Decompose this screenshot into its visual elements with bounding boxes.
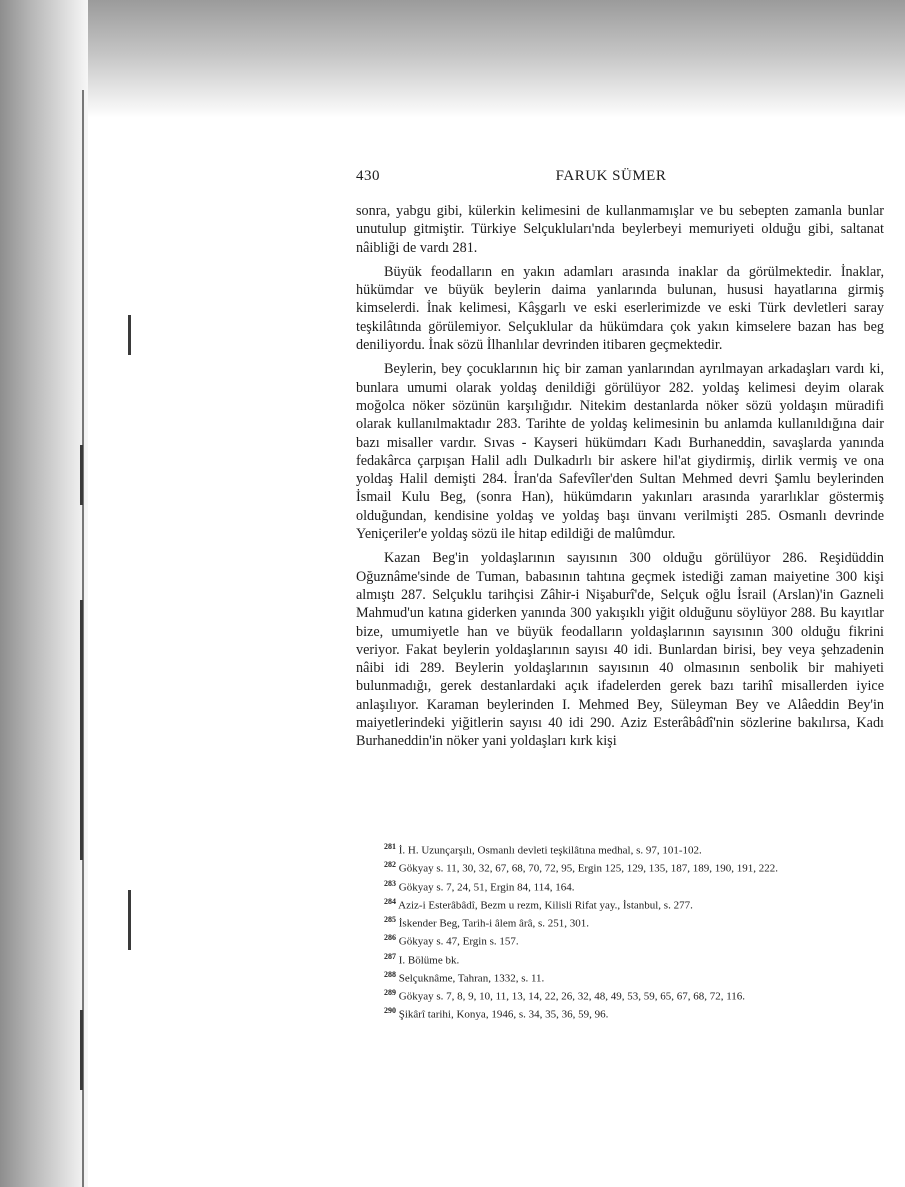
footnote-number: 282 <box>384 860 396 870</box>
footnote-number: 287 <box>384 951 396 961</box>
footnote-number: 285 <box>384 915 396 924</box>
footnote <box>384 858 884 876</box>
footnote <box>384 840 884 858</box>
footnote-text: Aziz-i Esterâbâdî, Bezm u rezm, Kilisli Rifat yay., İstanbul, s. 277. <box>398 899 693 912</box>
footnote-number: 289 <box>384 988 396 997</box>
scan-left-shadow <box>0 0 88 1187</box>
footnote <box>384 968 884 986</box>
scan-top-shadow <box>0 0 905 118</box>
running-head: FARUK SÜMER <box>555 168 667 184</box>
scan-artifact-mark <box>80 600 83 860</box>
body-text <box>356 202 884 751</box>
footnote-number: 288 <box>384 969 396 979</box>
footnote <box>384 1004 884 1022</box>
page-header <box>336 168 886 190</box>
footnote <box>384 895 884 913</box>
footnote <box>384 986 884 1004</box>
footnote-text: Gökyay s. 7, 24, 51, Ergin 84, 114, 164. <box>398 881 575 894</box>
footnotes <box>384 840 884 1023</box>
footnote <box>384 931 884 949</box>
paragraph: Kazan Beg'in yoldaşlarının sayısının 300 olduğu görülüyor 286. Reşidüddin Oğuznâme'sinde de Tuman, babasının tahtına geçmek istediği zaman maiyetine 300 kişi almıştı 287. Selçuklu tarihçisi Zâhir-i Nişaburî'de, Selçuk oğlu İsrail (Arslan)'in Gazneli Mahmud'un katına giderken yanında 300 yakışıklı yiğit olduğunu söylüyor 288. Bu kayıtlar bize, umumiyetle han ve büyük feodalların yoldaşlarının sayısının 300 olduğu fikrini veriyor. Fakat beylerin yoldaşlarının sayısı 40 idi. Bunlardan birisi, bey veya şehzadenin nâibi idi 289. Beylerin yoldaşlarının sayısının 40 olmasının senbolik bir mahiyeti bulunmadığı, gerek destanlardaki açık ifadelerden gerek bazı tarihî misallerden iyice anlaşılıyor. Karaman beylerinden I. Mehmed Bey, Süleyman Bey ve Alâeddin Bey'in maiyetlerindeki yiğitlerin sayısı 40 idi 290. Aziz Esterâbâdî'nin sözlerine bakılırsa, Kadı Burhaneddin'in nöker yani yoldaşları kırk kişi <box>356 550 884 750</box>
footnote <box>384 877 884 895</box>
paragraph: sonra, yabgu gibi, külerkin kelimesini de kullanmamışlar ve bu sebepten zamanla bunlar unutulup gitmiştir. Türkiye Selçukluları'nda beylerbeyi memuriyeti olduğu gibi, saltanat nâibliği de vardı 281. <box>356 203 884 256</box>
footnote-number: 290 <box>384 1006 396 1016</box>
footnote-text: Şikârî tarihi, Konya, 1946, s. 34, 35, 36, 59, 96. <box>398 1008 609 1021</box>
footnote-text: Gökyay s. 47, Ergin s. 157. <box>398 935 519 948</box>
footnote-number: 286 <box>384 933 396 943</box>
scan-artifact-mark <box>80 1010 83 1090</box>
footnote-text: I. Bölüme bk. <box>398 954 460 967</box>
footnote-number: 281 <box>384 842 396 851</box>
footnote <box>384 913 884 931</box>
footnote-number: 283 <box>384 878 396 888</box>
paragraph: Büyük feodalların en yakın adamları arasında inaklar da görülmektedir. İnaklar, hükümdar ve büyük beylerin daima yanlarında bulunan, hususi hayatlarına girmiş kimselerdi. İnak kelimesi, Kâşgarlı ve eski eserlerimizde ve eski Türk devletleri saray teşkilâtında görülemiyor. Selçuklular da hükümdara çok yakın kimselere bazan has beg deniliyordu. İnak sözü İlhanlılar devrinden itibaren geçmektedir. <box>356 263 884 354</box>
footnote-text: Gökyay s. 7, 8, 9, 10, 11, 13, 14, 22, 26, 32, 48, 49, 53, 59, 65, 67, 68, 72, 116. <box>398 990 746 1003</box>
footnote-text: İ. H. Uzunçarşılı, Osmanlı devleti teşkilâtına medhal, s. 97, 101-102. <box>398 844 702 857</box>
page-number: 430 <box>356 168 380 184</box>
footnote-number: 284 <box>384 896 396 906</box>
footnote-text: İskender Beg, Tarih-i âlem ârâ, s. 251, 301. <box>398 917 589 930</box>
footnote-text: Selçuknâme, Tahran, 1332, s. 11. <box>398 972 545 985</box>
scan-artifact-mark <box>128 315 131 355</box>
footnote-text: Gökyay s. 11, 30, 32, 67, 68, 70, 72, 95, Ergin 125, 129, 135, 187, 189, 190, 191, 222. <box>398 862 778 875</box>
footnote <box>384 950 884 968</box>
book-page <box>336 168 886 1068</box>
scan-artifact-mark <box>128 890 131 950</box>
scan-artifact-mark <box>80 445 83 505</box>
paragraph: Beylerin, bey çocuklarının hiç bir zaman yanlarından ayrılmayan arkadaşları vardı ki, bunlara umumi olarak yoldaş denildiği görülüyor 282. yoldaş kelimesi deyim olarak moğolca nöker sözünün karşılığıdır. Nitekim destanlarda nöker sözü yoldaşın müradifi olarak kullanılmaktadır 283. Tarihte de yoldaş kelimesinin bu anlamda kullanıldığına dair bazı misaller vardır. Sıvas - Kayseri hükümdarı Kadı Burhaneddin, savaşlarda yanında fedakârca çarpışan Halil adlı Dulkadırlı bir askere hil'at giydirmiş, dirlik vermiş ve ona yoldaş Halil demişti 284. İran'da Safevîler'den Sultan Mehmed devri Şamlu beylerinden İsmail Kulu Beg, (sonra Han), hükümdarın yakınları arasında yararlıklar göstermiş olduğundan, kendisine yoldaş ve yoldaş başı ünvanı verilmişti 285. Osmanlı devrinde Yeniçeriler'e yoldaş sözü ile hitap edildiği de malûmdur. <box>356 361 884 543</box>
